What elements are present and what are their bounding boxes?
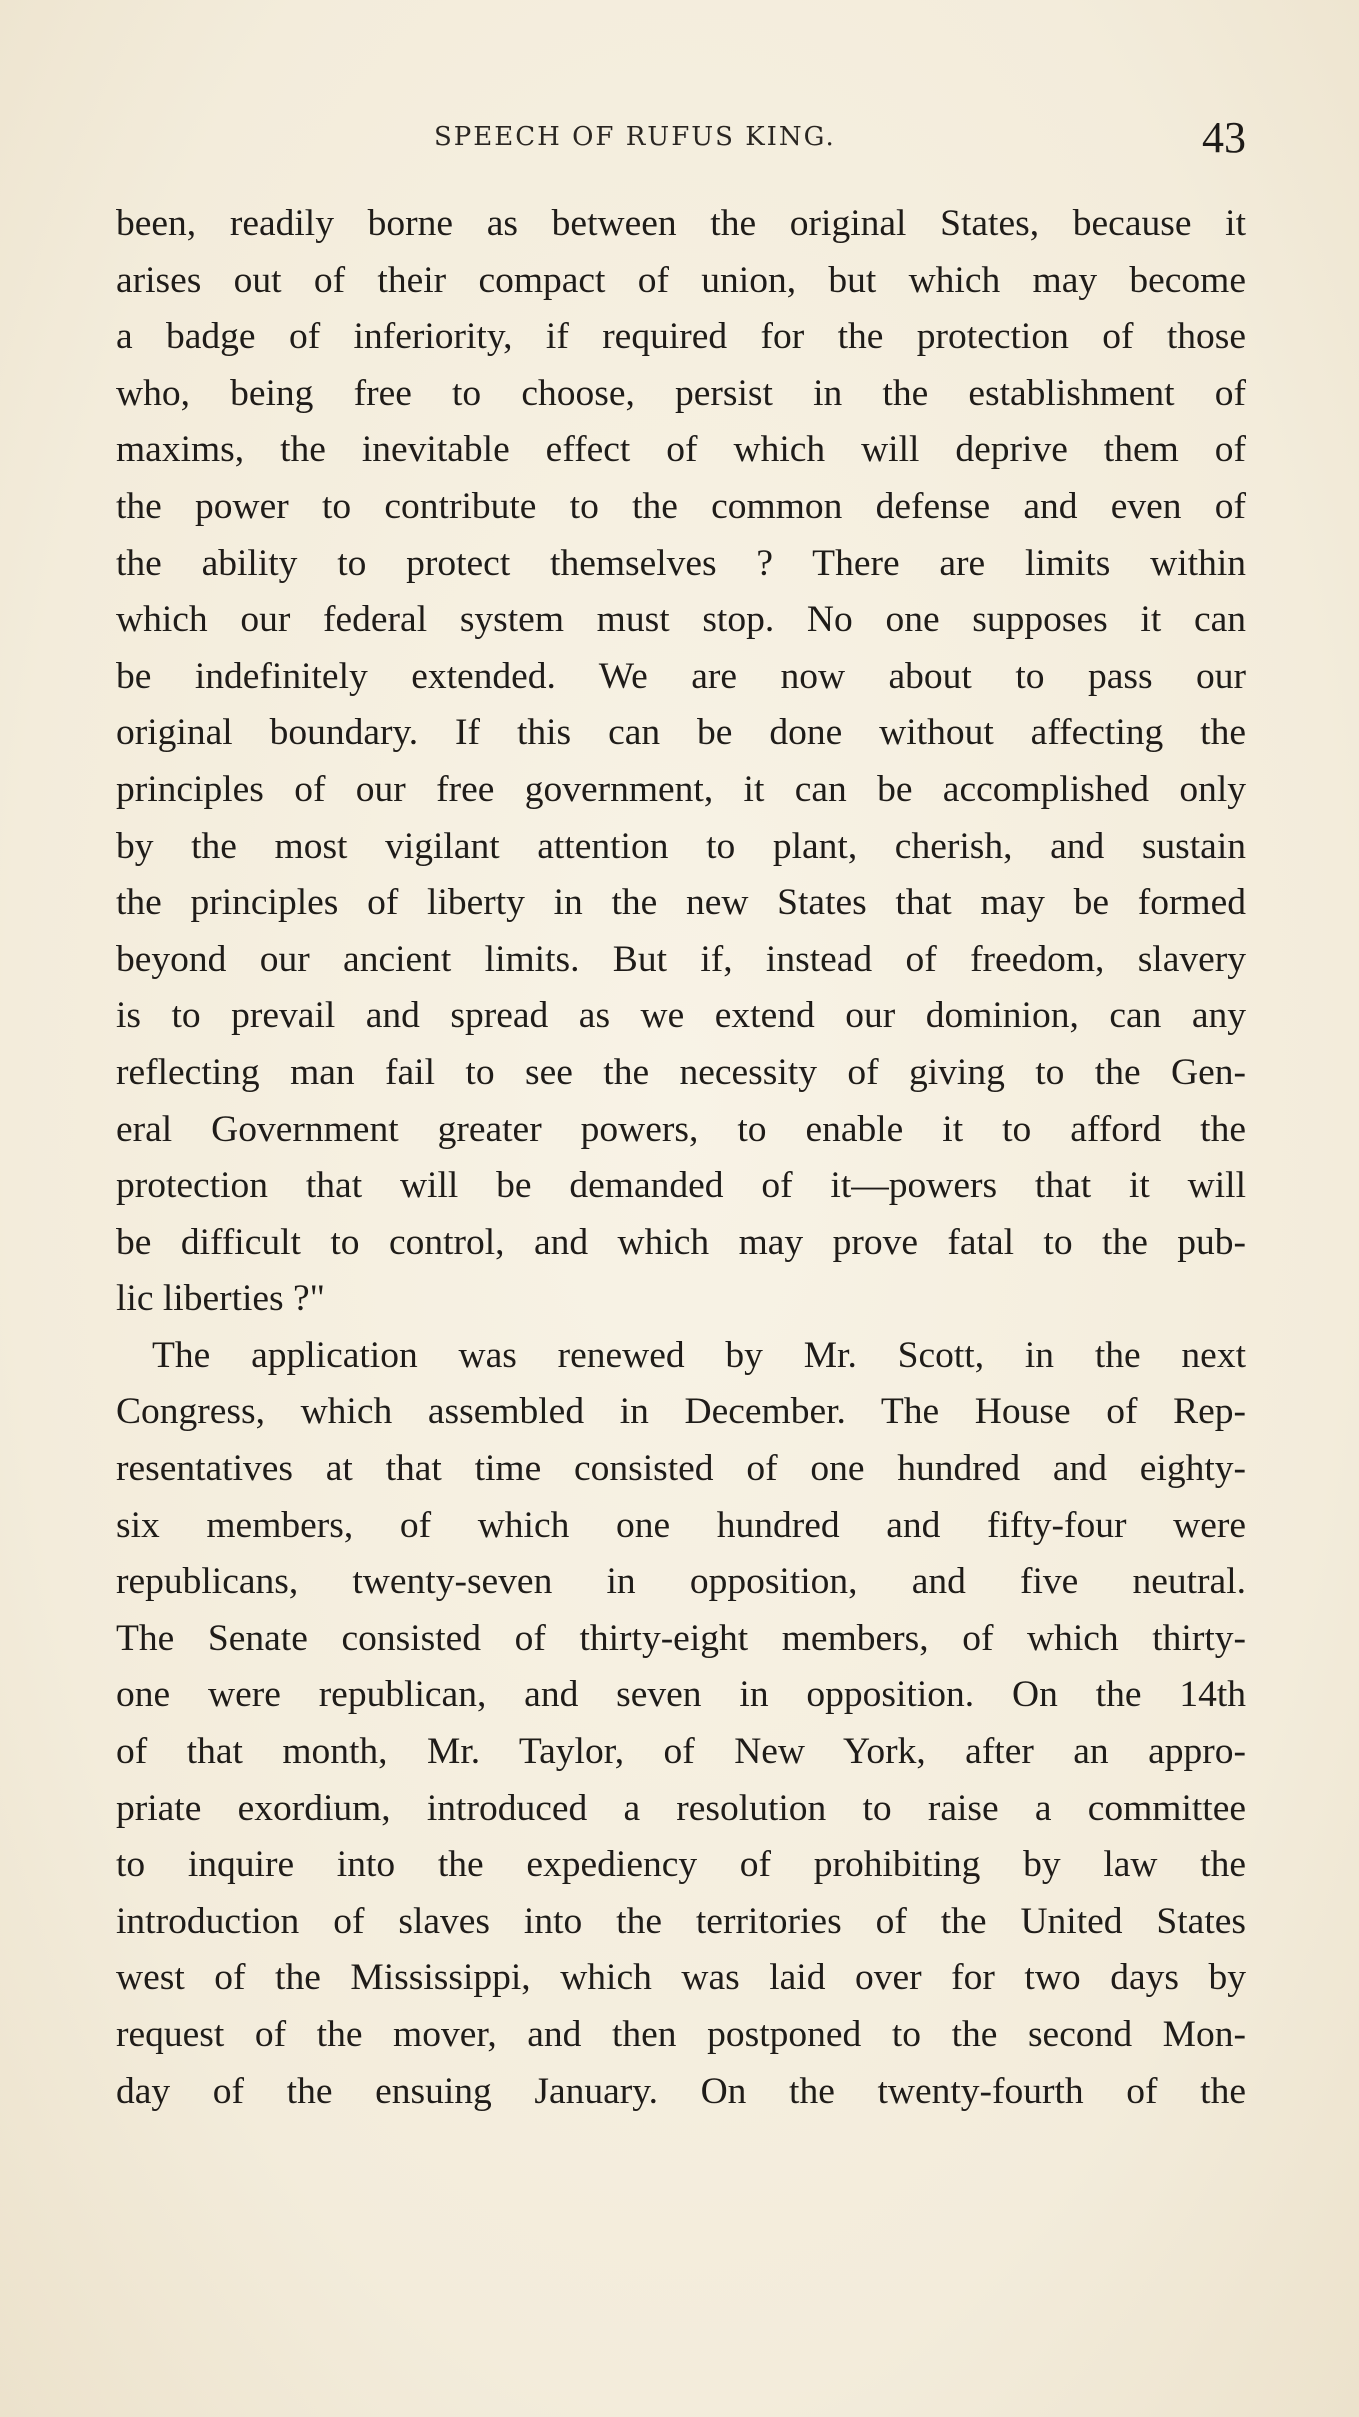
text-line: to inquire into the expediency of prohibiting by law the: [116, 1844, 1246, 1886]
text-line: protection that will be demanded of it—powers that it will: [116, 1165, 1246, 1207]
text-line: The Senate consisted of thirty-eight members, of which thirty-: [116, 1617, 1246, 1659]
text-line: lic liberties ?": [116, 1278, 325, 1320]
text-line: priate exordium, introduced a resolution to raise a committee: [116, 1787, 1246, 1829]
text-line: six members, of which one hundred and fifty-four were: [116, 1504, 1246, 1546]
text-line: day of the ensuing January. On the twenty-fourth of the: [116, 2070, 1246, 2112]
running-head: SPEECH OF RUFUS KING.: [434, 122, 836, 152]
text-line: the principles of liberty in the new States that may be formed: [116, 882, 1246, 924]
text-line: been, readily borne as between the original States, because it: [116, 203, 1246, 244]
text-line: the power to contribute to the common defense and even of: [116, 485, 1246, 527]
paragraph-start-line: The application was renewed by Mr. Scott, in the next: [152, 1334, 1246, 1376]
text-line: be indefinitely extended. We are now about to pass our: [116, 655, 1246, 697]
text-line: Congress, which assembled in December. The House of Rep-: [116, 1391, 1246, 1433]
page-header: [116, 113, 1246, 178]
text-line: eral Government greater powers, to enable it to afford the: [116, 1108, 1246, 1150]
text-line: principles of our free government, it can be accomplished only: [116, 768, 1246, 810]
text-line: is to prevail and spread as we extend our dominion, can any: [116, 995, 1246, 1037]
text-line: reflecting man fail to see the necessity of giving to the Gen-: [116, 1051, 1246, 1093]
text-line: request of the mover, and then postponed to the second Mon-: [116, 2014, 1246, 2055]
text-line: maxims, the inevitable effect of which will deprive them of: [116, 429, 1246, 471]
text-line: a badge of inferiority, if required for the protection of those: [116, 316, 1246, 358]
text-line: west of the Mississippi, which was laid over for two days by: [116, 1957, 1246, 1999]
page-number: 43: [1202, 113, 1246, 162]
text-line: beyond our ancient limits. But if, instead of freedom, slavery: [116, 938, 1246, 980]
text-line: by the most vigilant attention to plant, cherish, and sustain: [116, 825, 1246, 867]
text-line: be difficult to control, and which may prove fatal to the pub-: [116, 1221, 1246, 1263]
text-line: introduction of slaves into the territories of the United States: [116, 1900, 1246, 1942]
text-line: who, being free to choose, persist in the establishment of: [116, 372, 1246, 414]
text-line: of that month, Mr. Taylor, of New York, after an appro-: [116, 1731, 1246, 1773]
text-line: the ability to protect themselves ? There are limits within: [116, 542, 1246, 584]
body-text: [116, 196, 1246, 2120]
text-line: arises out of their compact of union, but which may become: [116, 259, 1246, 301]
text-line: republicans, twenty-seven in opposition, and five neutral.: [116, 1561, 1246, 1603]
text-line: original boundary. If this can be done without affecting the: [116, 712, 1246, 754]
text-line: which our federal system must stop. No one supposes it can: [116, 599, 1246, 641]
text-line: one were republican, and seven in opposition. On the 14th: [116, 1674, 1246, 1716]
text-line: resentatives at that time consisted of one hundred and eighty-: [116, 1448, 1246, 1490]
